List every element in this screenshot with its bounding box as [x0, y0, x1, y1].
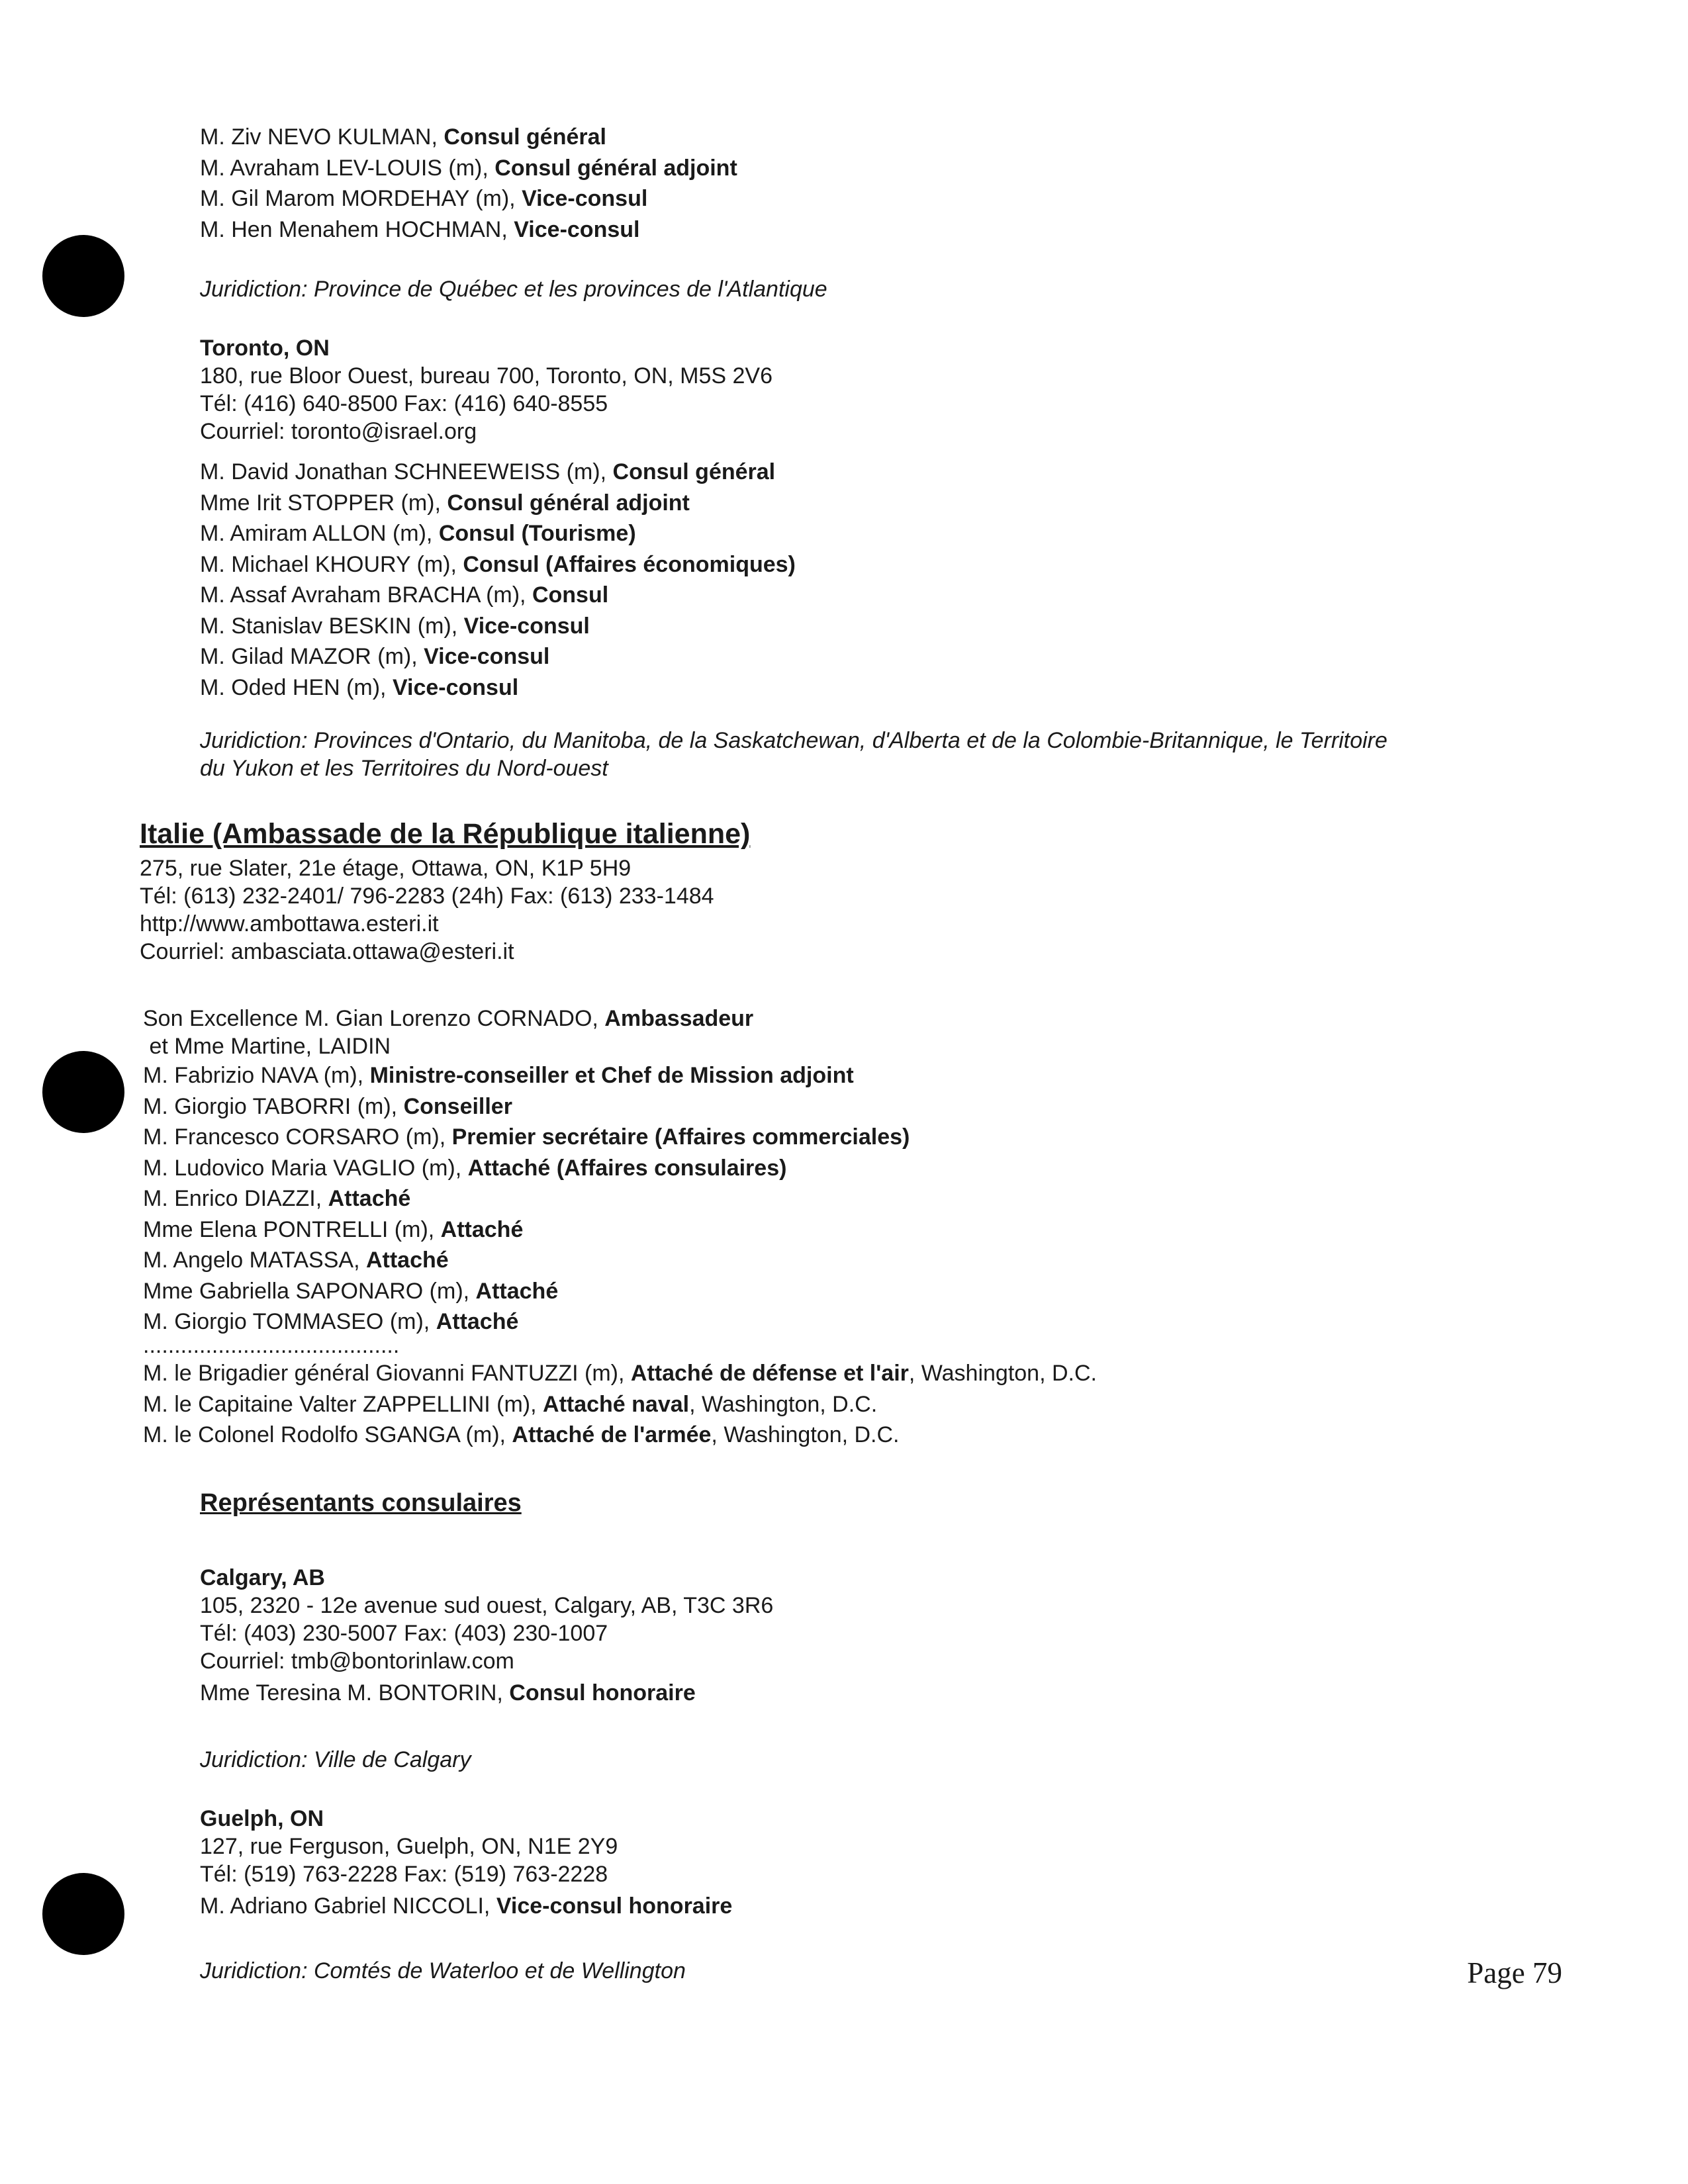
official-name: Mme Irit STOPPER (m),: [200, 490, 447, 516]
official-line: [200, 672, 796, 704]
calgary-section: [200, 1564, 773, 1709]
official-name: M. Assaf Avraham BRACHA (m),: [200, 582, 532, 608]
italie-email: Courriel: ambasciata.ottawa@esteri.it: [140, 939, 514, 964]
official-line: [200, 580, 796, 611]
official-name: M. Giorgio TABORRI (m),: [143, 1093, 404, 1119]
official-name: M. Fabrizio NAVA (m),: [143, 1063, 370, 1088]
official-name: M. Gil Marom MORDEHAY (m),: [200, 186, 522, 211]
italie-contact: [140, 854, 714, 966]
guelph-section: [200, 1805, 732, 1922]
toronto-city: Toronto, ON: [200, 336, 330, 361]
official-name: M. Stanislav BESKIN (m),: [200, 613, 464, 639]
italie-heading: Italie (Ambassade de la République italienne): [140, 818, 751, 850]
calgary-official: [200, 1678, 773, 1709]
official-title: Premier secrétaire (Affaires commerciales): [451, 1124, 910, 1150]
official-line: [200, 122, 737, 153]
official-title: Consul: [532, 582, 609, 608]
guelph-jurisdiction: Juridiction: Comtés de Waterloo et de Wellington: [200, 1958, 686, 1983]
official-name: M. Giorgio TOMMASEO (m),: [143, 1309, 436, 1334]
toronto-address: 180, rue Bloor Ouest, bureau 700, Toronto, ON, M5S 2V6: [200, 363, 773, 388]
official-title: Attaché naval: [543, 1391, 690, 1417]
official-name: M. Enrico DIAZZI,: [143, 1186, 328, 1211]
official-name: M. David Jonathan SCHNEEWEISS (m),: [200, 459, 613, 484]
official-title: Vice-consul: [463, 613, 590, 639]
official-name: Mme Gabriella SAPONARO (m),: [143, 1278, 476, 1304]
jurisdiction-line: du Yukon et les Territoires du Nord-ouest: [200, 756, 608, 781]
official-name: M. Angelo MATASSA,: [143, 1248, 366, 1273]
official-name: M. Amiram ALLON (m),: [200, 521, 439, 546]
official-name: M. le Brigadier général Giovanni FANTUZZI (m),: [143, 1361, 631, 1386]
official-title: Vice-consul: [522, 186, 648, 211]
military-line: [143, 1389, 1097, 1420]
official-title: Consul honoraire: [509, 1680, 696, 1706]
calgary-phone: Tél: (403) 230-5007 Fax: (403) 230-1007: [200, 1621, 608, 1646]
official-name: M. Gilad MAZOR (m),: [200, 644, 424, 669]
calgary-email: Courriel: tmb@bontorinlaw.com: [200, 1649, 514, 1674]
official-title: Vice-consul: [424, 644, 550, 669]
official-title: Attaché: [365, 1248, 449, 1273]
top-jurisdiction: Juridiction: Province de Québec et les provinces de l'Atlantique: [200, 277, 827, 302]
official-title: Attaché de l'armée: [512, 1422, 712, 1447]
toronto-phone: Tél: (416) 640-8500 Fax: (416) 640-8555: [200, 391, 608, 416]
toronto-email: Courriel: toronto@israel.org: [200, 419, 477, 444]
toronto-section: [200, 334, 773, 445]
italie-address: 275, rue Slater, 21e étage, Ottawa, ON, K1P 5H9: [140, 856, 632, 881]
official-title: Consul général: [444, 124, 606, 150]
official-name: M. Hen Menahem HOCHMAN,: [200, 216, 514, 242]
military-line: [143, 1358, 1097, 1389]
official-name: Mme Elena PONTRELLI (m),: [143, 1216, 441, 1242]
official-title: Consul général adjoint: [447, 490, 690, 516]
official-line: [200, 518, 796, 549]
italie-phone: Tél: (613) 232-2401/ 796-2283 (24h) Fax: (613) 233-1484: [140, 884, 714, 909]
official-line: [143, 1276, 910, 1307]
official-line: [143, 1122, 910, 1153]
official-title: Consul (Tourisme): [438, 521, 636, 546]
guelph-city: Guelph, ON: [200, 1806, 324, 1831]
official-title: Attaché: [436, 1309, 519, 1334]
official-location: , Washington, D.C.: [908, 1361, 1097, 1386]
official-line: [143, 1060, 910, 1091]
official-title: Consul général adjoint: [494, 155, 737, 181]
official-line: [200, 153, 737, 184]
official-title: Attaché: [475, 1278, 559, 1304]
official-name: M. le Capitaine Valter ZAPPELLINI (m),: [143, 1391, 543, 1417]
official-line: [200, 549, 796, 580]
jurisdiction-line: Juridiction: Provinces d'Ontario, du Manitoba, de la Saskatchewan, d'Alberta et de la Colombie-Britannique, le Territoire: [200, 728, 1387, 753]
punch-hole-middle: [42, 1051, 124, 1133]
ambassador-line: [143, 1005, 910, 1032]
ambassador-name: Son Excellence M. Gian Lorenzo CORNADO,: [143, 1006, 605, 1031]
official-line: [200, 488, 796, 519]
italie-website: http://www.ambottawa.esteri.it: [140, 911, 439, 936]
official-name: M. Oded HEN (m),: [200, 674, 393, 700]
page-number: Page 79: [1467, 1956, 1562, 1989]
calgary-address: 105, 2320 - 12e avenue sud ouest, Calgary, AB, T3C 3R6: [200, 1593, 774, 1618]
official-name: M. Avraham LEV-LOUIS (m),: [200, 155, 495, 181]
official-line: [143, 1153, 910, 1184]
dotted-separator: .........................................: [143, 1333, 400, 1358]
punch-hole-top: [42, 235, 124, 317]
calgary-city: Calgary, AB: [200, 1565, 325, 1590]
official-line: [200, 457, 796, 488]
official-name: M. Ziv NEVO KULMAN,: [200, 124, 444, 150]
official-line: [143, 1091, 910, 1122]
official-title: Vice-consul honoraire: [496, 1893, 733, 1919]
guelph-official: [200, 1891, 732, 1922]
official-line: [200, 183, 737, 214]
official-title: Attaché: [440, 1216, 524, 1242]
official-line: [200, 611, 796, 642]
official-name: M. Ludovico Maria VAGLIO (m),: [143, 1155, 468, 1181]
official-location: , Washington, D.C.: [711, 1422, 900, 1447]
official-name: Mme Teresina M. BONTORIN,: [200, 1680, 510, 1706]
official-title: Consul général: [612, 459, 776, 484]
official-line: [200, 214, 737, 246]
official-name: M. le Colonel Rodolfo SGANGA (m),: [143, 1422, 512, 1447]
official-title: Attaché: [328, 1186, 411, 1211]
toronto-jurisdiction: [200, 727, 1387, 782]
ambassador-title: Ambassadeur: [604, 1006, 754, 1031]
official-name: M. Francesco CORSARO (m),: [143, 1124, 452, 1150]
official-line: [143, 1183, 910, 1214]
official-line: [143, 1214, 910, 1246]
official-title: Vice-consul: [392, 674, 519, 700]
ambassador-spouse: et Mme Martine, LAIDIN: [143, 1034, 391, 1059]
toronto-officials-list: [200, 457, 796, 703]
italie-officials-list: [143, 1005, 910, 1338]
official-title: Ministre-conseiller et Chef de Mission adjoint: [369, 1063, 854, 1088]
guelph-phone: Tél: (519) 763-2228 Fax: (519) 763-2228: [200, 1862, 608, 1887]
guelph-address: 127, rue Ferguson, Guelph, ON, N1E 2Y9: [200, 1834, 618, 1859]
official-name: M. Adriano Gabriel NICCOLI,: [200, 1893, 496, 1919]
official-name: M. Michael KHOURY (m),: [200, 551, 463, 577]
official-line: [143, 1245, 910, 1276]
italie-military-list: [143, 1333, 1097, 1451]
top-officials-list: [200, 122, 737, 245]
official-line: [200, 641, 796, 672]
official-title: Vice-consul: [514, 216, 640, 242]
consular-heading: Représentants consulaires: [200, 1489, 522, 1517]
calgary-jurisdiction: Juridiction: Ville de Calgary: [200, 1747, 471, 1772]
military-line: [143, 1420, 1097, 1451]
official-title: Attaché de défense et l'air: [630, 1361, 909, 1386]
punch-hole-bottom: [42, 1873, 124, 1955]
official-title: Attaché (Affaires consulaires): [467, 1155, 787, 1181]
official-location: , Washington, D.C.: [689, 1391, 878, 1417]
official-title: Consul (Affaires économiques): [463, 551, 796, 577]
official-title: Conseiller: [403, 1093, 512, 1119]
